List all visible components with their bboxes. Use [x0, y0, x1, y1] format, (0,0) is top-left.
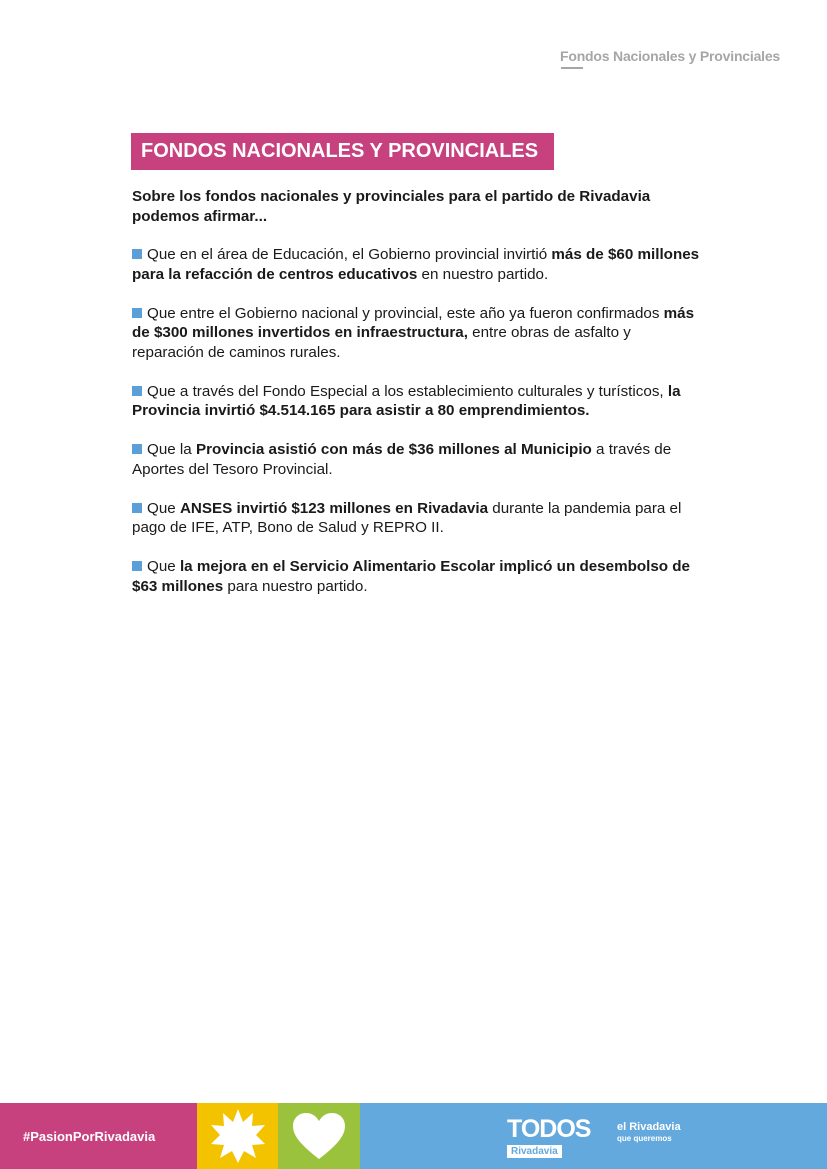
item-text: Que la	[147, 441, 196, 458]
item-highlight: la Provincia invirtió $4.514.165 para asistir a 80 emprendimientos.	[132, 382, 681, 419]
bullet-square-icon	[132, 308, 142, 318]
bullet-square-icon	[132, 386, 142, 396]
item-text: en nuestro partido.	[417, 265, 549, 283]
running-header: Fondos Nacionales y Provinciales	[560, 48, 781, 64]
item-text: para nuestro partido.	[223, 577, 368, 595]
logo-sub-label: Rivadavia	[507, 1145, 562, 1158]
item-highlight: más de $300 millones invertidos en infraestructura,	[132, 304, 695, 341]
list-item	[132, 382, 700, 421]
item-text: Que en el área de Educación, el Gobierno provincial invirtió	[147, 246, 552, 263]
bullet-square-icon	[132, 561, 142, 571]
footer-heart-block	[278, 1103, 360, 1169]
section-title: FONDOS NACIONALES Y PROVINCIALES	[131, 133, 554, 170]
item-highlight: más de $60 millones para la refacción de centros educativos	[132, 246, 700, 283]
bullet-square-icon	[132, 503, 142, 513]
footer-sun-block	[197, 1103, 278, 1169]
item-text: a través de Aportes del Tesoro Provincial.	[132, 441, 672, 478]
list-item	[132, 304, 700, 363]
item-text: durante la pandemia para el pago de IFE, ATP, Bono de Salud y REPRO II.	[132, 499, 682, 536]
logo-tagline-sub: que queremos	[617, 1134, 672, 1143]
list-item	[132, 440, 700, 479]
intro-text: Sobre los fondos nacionales y provinciales para el partido de Rivadavia podemos afirmar...	[132, 188, 651, 225]
list-item	[132, 245, 700, 284]
list-item	[132, 557, 700, 596]
bullet-square-icon	[132, 249, 142, 259]
sun-icon	[209, 1107, 267, 1165]
body-content	[132, 187, 700, 616]
footer-band	[0, 1103, 827, 1169]
item-text: Que a través del Fondo Especial a los establecimiento culturales y turísticos,	[147, 382, 668, 400]
item-text: entre obras de asfalto y reparación de caminos rurales.	[132, 324, 631, 361]
item-highlight: ANSES invirtió $123 millones en Rivadavia	[179, 499, 489, 517]
todos-logo	[507, 1115, 707, 1161]
footer-logo-block	[360, 1103, 827, 1169]
footer-hashtag-block	[0, 1103, 197, 1169]
list-item	[132, 499, 700, 538]
heart-icon	[291, 1111, 347, 1161]
item-highlight: Provincia asistió con más de $36 millones al Municipio	[195, 441, 592, 458]
running-header-underline	[561, 67, 583, 69]
item-text: Que	[147, 558, 180, 575]
bullet-square-icon	[132, 444, 142, 454]
item-highlight: la mejora en el Servicio Alimentario Escolar implicó un desembolso de $63 millones	[132, 558, 691, 595]
hashtag-text: #PasionPorRivadavia	[23, 1128, 156, 1144]
item-text: Que entre el Gobierno nacional y provincial, este año ya fueron confirmados	[147, 304, 664, 322]
logo-tagline: el Rivadavia	[617, 1121, 681, 1133]
logo-wordmark: TODOS	[507, 1115, 591, 1143]
item-text: Que	[147, 499, 180, 517]
